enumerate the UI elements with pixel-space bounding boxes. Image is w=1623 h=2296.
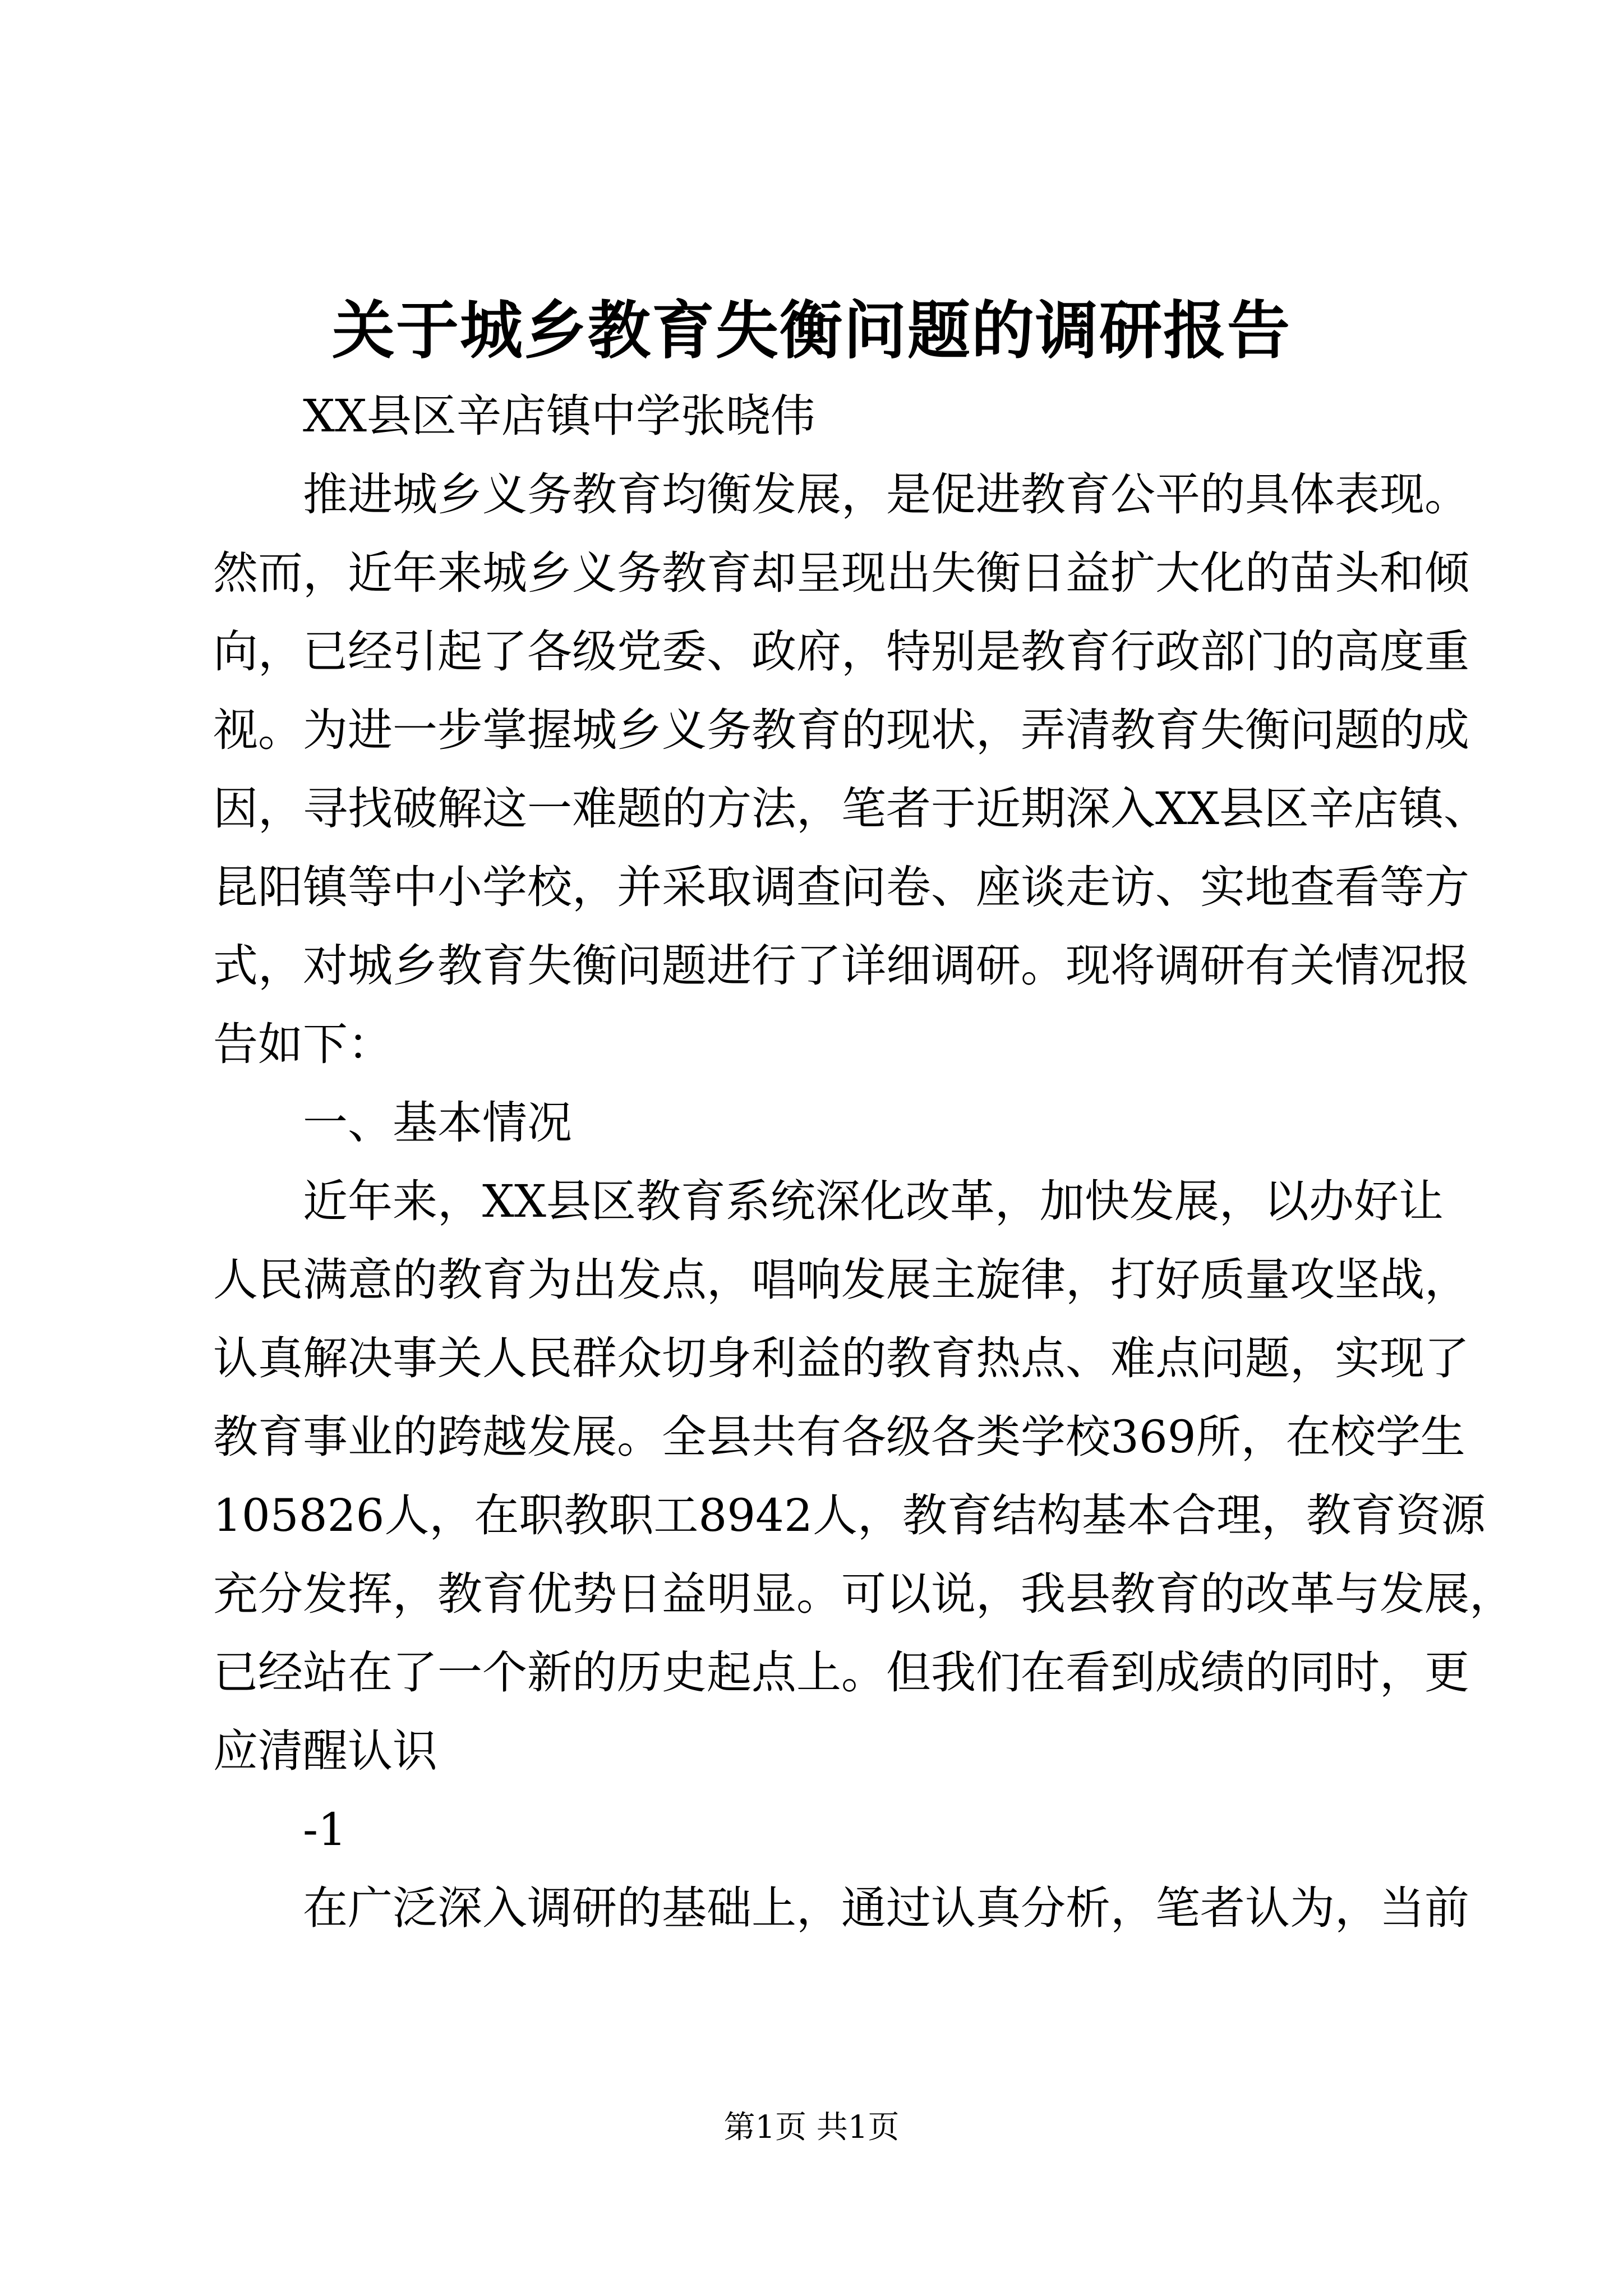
document-title: 关于城乡教育失衡问题的调研报告 <box>332 294 1291 367</box>
paragraph-line: 视。为进一步掌握城乡义务教育的现状，弄清教育失衡问题的成 <box>213 704 1469 756</box>
paragraph-line: 应清醒认识 <box>213 1725 437 1777</box>
paragraph-line: 然而，近年来城乡义务教育却呈现出失衡日益扩大化的苗头和倾 <box>213 547 1469 599</box>
paragraph-line: 近年来，XX县区教育系统深化改革，加快发展，以办好让 <box>303 1175 1444 1227</box>
paragraph-line: 在广泛深入调研的基础上，通过认真分析，笔者认为，当前 <box>303 1882 1469 1934</box>
page-marker: -1 <box>303 1803 347 1856</box>
paragraph-line: 教育事业的跨越发展。全县共有各级各类学校369所，在校学生 <box>213 1411 1465 1463</box>
page-footer: 第1页 共1页 <box>723 2109 900 2146</box>
paragraph-line: 人民满意的教育为出发点，唱响发展主旋律，打好质量攻坚战， <box>213 1254 1469 1306</box>
paragraph-line: 向，已经引起了各级党委、政府，特别是教育行政部门的高度重 <box>213 625 1469 678</box>
section-heading: 一、基本情况 <box>303 1097 572 1149</box>
author-line: XX县区辛店镇中学张晓伟 <box>303 390 815 442</box>
paragraph-line: 告如下： <box>213 1018 393 1070</box>
paragraph-line: 因，寻找破解这一难题的方法，笔者于近期深入XX县区辛店镇、 <box>213 783 1488 835</box>
paragraph-line: 105826人，在职教职工8942人，教育结构基本合理，教育资源 <box>213 1489 1486 1542</box>
paragraph-line: 认真解决事关人民群众切身利益的教育热点、难点问题，实现了 <box>213 1332 1469 1384</box>
paragraph-line: 充分发挥，教育优势日益明显。可以说，我县教育的改革与发展， <box>213 1568 1514 1620</box>
paragraph-line: 已经站在了一个新的历史起点上。但我们在看到成绩的同时，更 <box>213 1646 1469 1699</box>
paragraph-line: 推进城乡义务教育均衡发展，是促进教育公平的具体表现。 <box>303 468 1469 521</box>
paragraph-line: 式，对城乡教育失衡问题进行了详细调研。现将调研有关情况报 <box>213 940 1469 992</box>
paragraph-line: 昆阳镇等中小学校，并采取调查问卷、座谈走访、实地查看等方 <box>213 861 1469 913</box>
